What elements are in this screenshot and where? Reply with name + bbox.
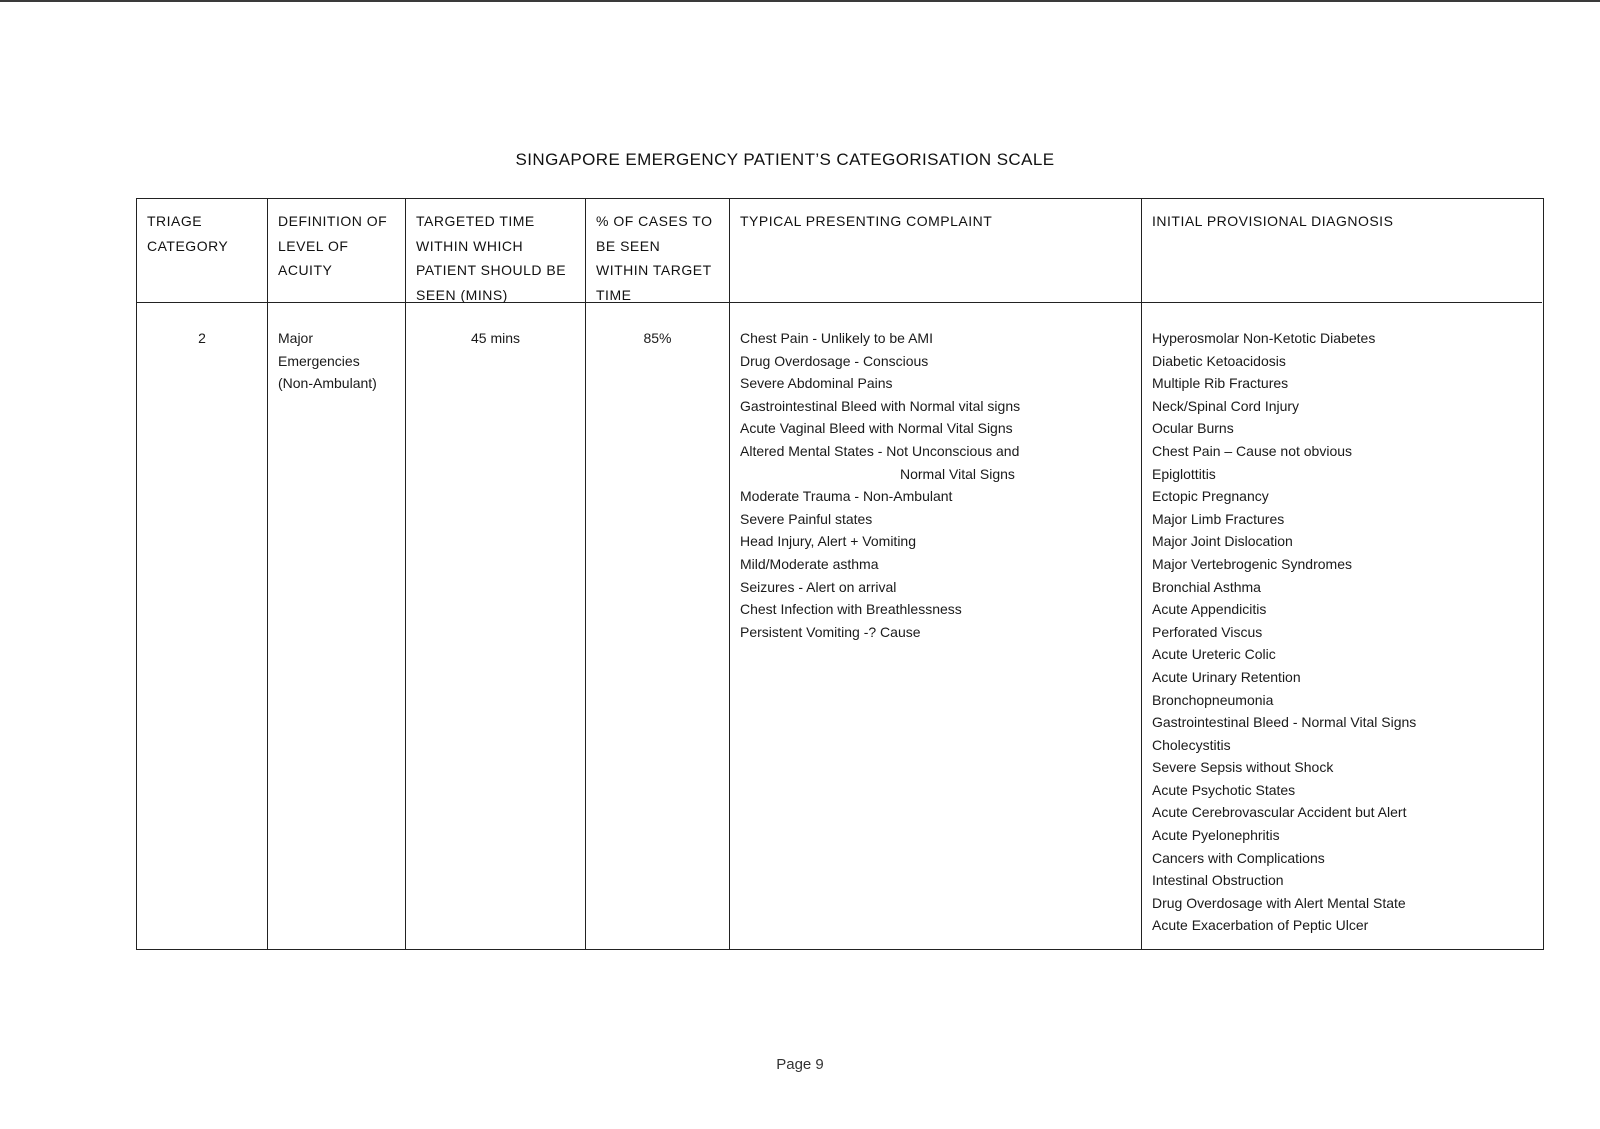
scan-top-edge	[0, 0, 1600, 2]
list-item: Drug Overdosage - Conscious	[740, 352, 929, 369]
continuation-text: Normal Vital Signs	[900, 465, 1015, 482]
page-number: Page 9	[776, 1056, 824, 1073]
definition-line: Emergencies	[278, 352, 360, 369]
triage-table	[136, 198, 1544, 950]
col-definition	[267, 199, 405, 949]
list-item: Severe Painful states	[740, 510, 873, 527]
cell-triage-category: 2	[198, 330, 206, 346]
header-provisional-diagnosis: INITIAL PROVISIONAL DIAGNOSIS	[1142, 199, 1542, 303]
col-triage-category	[137, 199, 267, 949]
list-item: Acute Psychotic States	[1152, 781, 1296, 798]
list-item: Neck/Spinal Cord Injury	[1152, 397, 1300, 414]
list-item: Severe Sepsis without Shock	[1152, 759, 1334, 776]
list-item: Acute Cerebrovascular Accident but Alert	[1152, 804, 1407, 821]
header-percent-cases: % OF CASES TO BE SEEN WITHIN TARGET TIME	[586, 199, 729, 303]
list-item: Cancers with Complications	[1152, 849, 1325, 866]
list-item: Intestinal Obstruction	[1152, 872, 1284, 889]
list-item: Acute Ureteric Colic	[1152, 646, 1276, 663]
list-item: Gastrointestinal Bleed with Normal vital signs	[740, 397, 1021, 414]
list-item: Perforated Viscus	[1152, 623, 1263, 640]
list-item: Drug Overdosage with Alert Mental State	[1152, 894, 1406, 911]
list-item: Chest Pain - Unlikely to be AMI	[740, 330, 933, 346]
col-provisional-diagnosis	[1141, 199, 1542, 949]
list-item: Acute Exacerbation of Peptic Ulcer	[1152, 917, 1369, 934]
list-item: Gastrointestinal Bleed - Normal Vital Signs	[1152, 714, 1417, 731]
list-item: Cholecystitis	[1152, 736, 1231, 753]
list-item: Bronchopneumonia	[1152, 691, 1274, 708]
list-item: Severe Abdominal Pains	[740, 375, 893, 392]
list-item: Mild/Moderate asthma	[740, 555, 879, 572]
list-item: Diabetic Ketoacidosis	[1152, 352, 1286, 369]
list-item: Acute Vaginal Bleed with Normal Vital Signs	[740, 420, 1013, 437]
list-item: Ocular Burns	[1152, 420, 1234, 437]
list-item: Altered Mental States - Not Unconscious and	[740, 442, 1020, 459]
list-item-continuation	[740, 463, 1131, 486]
list-item: Major Vertebrogenic Syndromes	[1152, 555, 1352, 572]
header-definition: DEFINITION OF LEVEL OF ACUITY	[268, 199, 405, 303]
list-item: Head Injury, Alert + Vomiting	[740, 533, 916, 550]
list-item: Moderate Trauma - Non-Ambulant	[740, 488, 953, 505]
cell-targeted-time: 45 mins	[470, 330, 521, 346]
list-item: Major Joint Dislocation	[1152, 533, 1293, 550]
cell-percent-cases: 85%	[643, 330, 672, 346]
col-percent-cases	[585, 199, 729, 949]
list-item: Acute Urinary Retention	[1152, 668, 1301, 685]
complaint-list	[740, 327, 1131, 643]
col-targeted-time	[405, 199, 585, 949]
list-item: Hyperosmolar Non-Ketotic Diabetes	[1152, 330, 1376, 346]
list-item: Chest Infection with Breathlessness	[740, 601, 962, 618]
list-item: Epiglottitis	[1152, 465, 1216, 482]
col-presenting-complaint	[729, 199, 1141, 949]
cell-provisional-diagnosis	[1142, 303, 1542, 937]
definition-line: Major	[278, 330, 314, 346]
header-triage-category: TRIAGE CATEGORY	[137, 199, 267, 303]
header-targeted-time: TARGETED TIME WITHIN WHICH PATIENT SHOULD BE SEEN (MINS)	[406, 199, 585, 303]
list-item: Major Limb Fractures	[1152, 510, 1285, 527]
header-presenting-complaint: TYPICAL PRESENTING COMPLAINT	[730, 199, 1141, 303]
list-item: Seizures - Alert on arrival	[740, 578, 897, 595]
list-item: Persistent Vomiting -? Cause	[740, 623, 921, 640]
list-item: Bronchial Asthma	[1152, 578, 1261, 595]
list-item: Chest Pain – Cause not obvious	[1152, 442, 1353, 459]
cell-definition	[268, 303, 405, 395]
list-item: Acute Appendicitis	[1152, 601, 1267, 618]
list-item: Acute Pyelonephritis	[1152, 827, 1280, 844]
definition-line: (Non-Ambulant)	[278, 375, 377, 392]
diagnosis-list	[1152, 327, 1532, 937]
page-title: SINGAPORE EMERGENCY PATIENT’S CATEGORISATION SCALE	[515, 150, 1055, 169]
cell-presenting-complaint	[730, 303, 1141, 643]
list-item: Ectopic Pregnancy	[1152, 488, 1269, 505]
list-item: Multiple Rib Fractures	[1152, 375, 1289, 392]
